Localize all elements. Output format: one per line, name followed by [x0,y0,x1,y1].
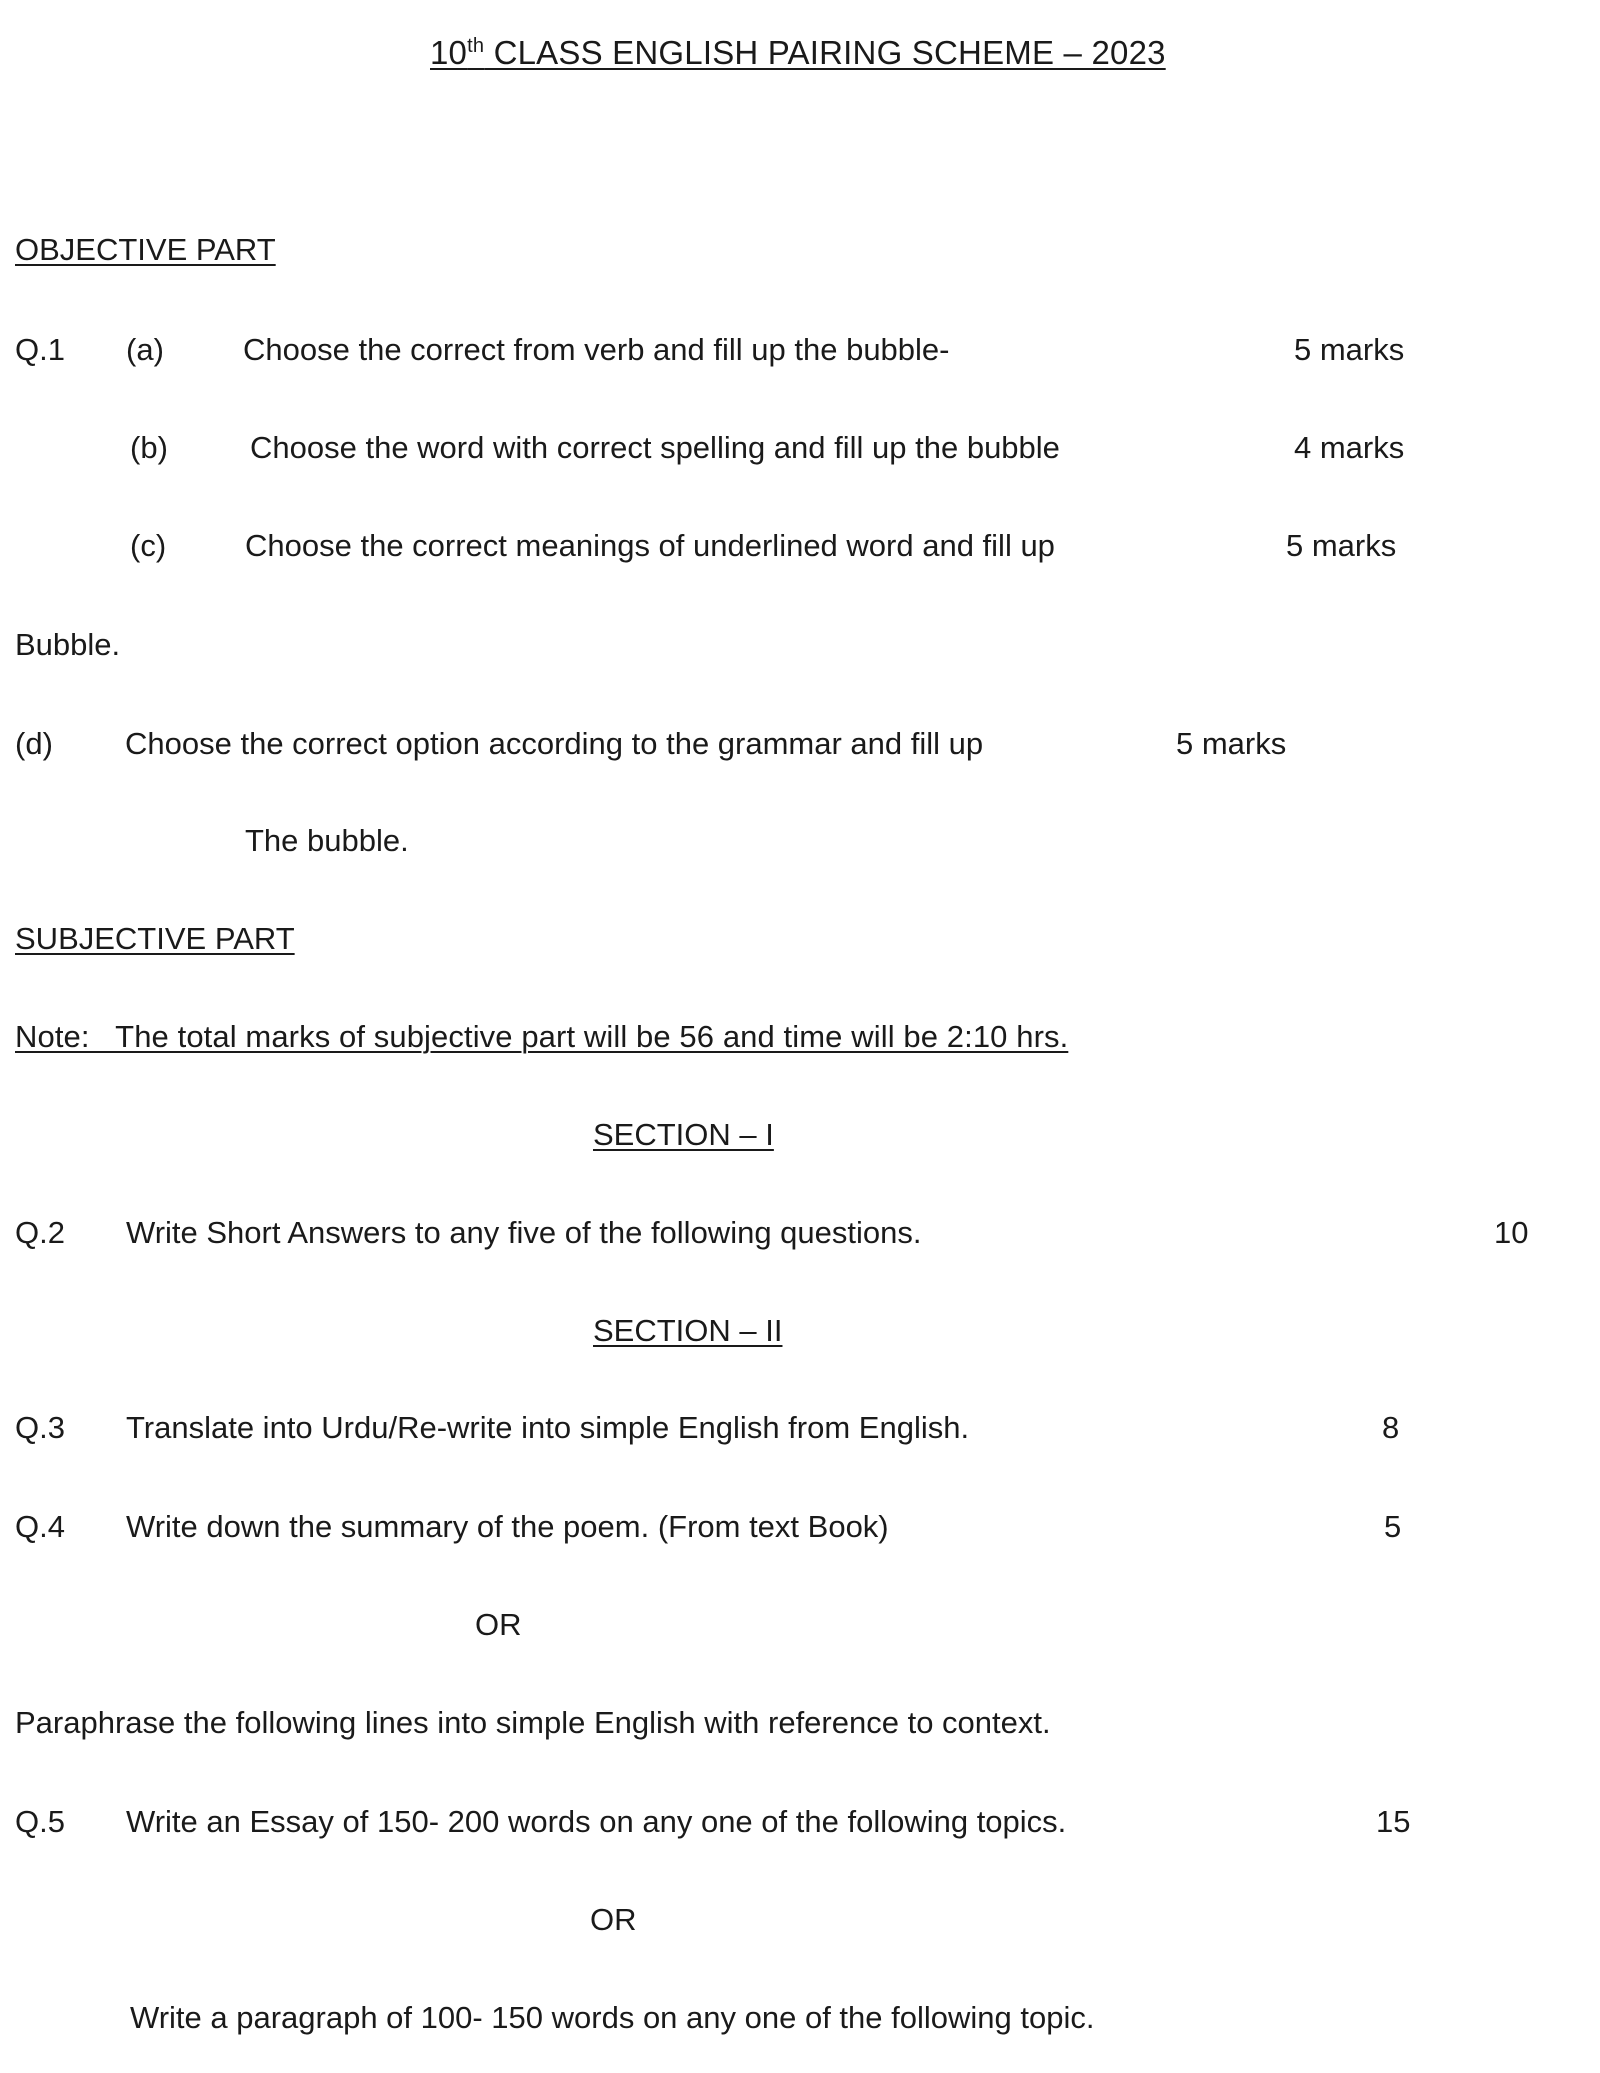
q1b-text: Choose the word with correct spelling and fill up the bubble [250,430,1060,465]
q2-number: Q.2 [15,1215,65,1250]
q5-alternative: Write a paragraph of 100- 150 words on any one of the following topic. [130,2000,1095,2035]
q1c-label: (c) [130,528,167,563]
subjective-heading: SUBJECTIVE PART [15,921,295,956]
q1d-continuation: The bubble. [245,823,409,858]
q2-text: Write Short Answers to any five of the following questions. [126,1215,922,1250]
q3-text: Translate into Urdu/Re-write into simple English from English. [126,1410,970,1445]
q1b-label: (b) [130,430,168,465]
subjective-note: Note: The total marks of subjective part will be 56 and time will be 2:10 hrs. [15,1019,1069,1054]
page-title [430,33,1166,73]
q1-number: Q.1 [15,332,65,367]
q5-text: Write an Essay of 150- 200 words on any one of the following topics. [126,1804,1067,1839]
q1a-label: (a) [126,332,164,367]
q5-number: Q.5 [15,1804,65,1839]
q1a-text: Choose the correct from verb and fill up the bubble- [243,332,950,367]
q3-marks: 8 [1382,1410,1400,1445]
q2-marks: 10 [1494,1215,1529,1250]
title-text: CLASS ENGLISH PAIRING SCHEME – 2023 [484,34,1166,71]
objective-heading: OBJECTIVE PART [15,232,276,267]
q1d-marks: 5 marks [1176,726,1287,761]
q1c-text: Choose the correct meanings of underlined word and fill up [245,528,1055,563]
title-ordinal: 10 [430,34,468,71]
q1d-label: (d) [15,726,53,761]
q3-number: Q.3 [15,1410,65,1445]
section-1-heading: SECTION – I [593,1117,774,1152]
q1b-marks: 4 marks [1294,430,1405,465]
q1a-marks: 5 marks [1294,332,1405,367]
q5-or: OR [590,1902,637,1937]
q1c-continuation: Bubble. [15,627,121,662]
q5-marks: 15 [1376,1804,1411,1839]
title-ordinal-suffix: th [467,35,485,57]
q4-number: Q.4 [15,1509,65,1544]
q4-marks: 5 [1384,1509,1402,1544]
q1c-marks: 5 marks [1286,528,1397,563]
section-2-heading: SECTION – II [593,1313,783,1348]
q1d-text: Choose the correct option according to the grammar and fill up [125,726,984,761]
q4-alternative: Paraphrase the following lines into simple English with reference to context. [15,1705,1051,1740]
q4-text: Write down the summary of the poem. (From text Book) [126,1509,889,1544]
q4-or: OR [475,1607,522,1642]
